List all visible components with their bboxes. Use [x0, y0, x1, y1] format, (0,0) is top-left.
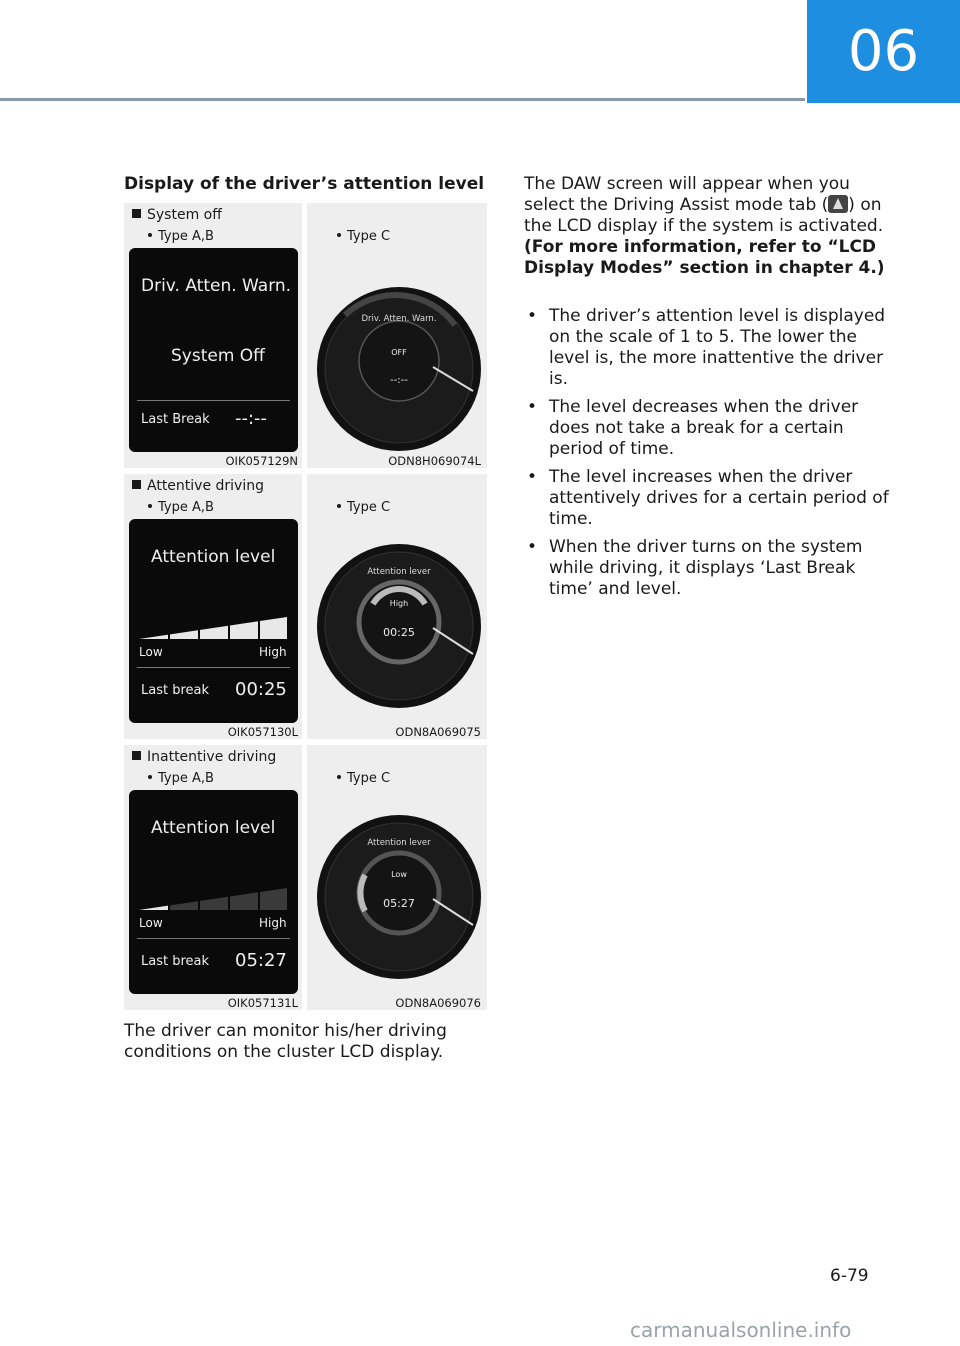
bullet-icon: [337, 504, 341, 508]
driving-assist-icon: [828, 195, 848, 213]
panel-system-off-ab: [124, 203, 302, 468]
lcd-footer-label: Last break: [141, 683, 210, 698]
panel-heading: Inattentive driving: [132, 749, 276, 765]
bullet-list: [524, 306, 896, 607]
panel-inattentive-c: [307, 745, 487, 1010]
lcd-screen: [129, 248, 298, 452]
lcd-footer-value: 00:25: [235, 679, 287, 700]
list-item: • The level decreases when the driver does not take a break for a certain period of time.: [524, 397, 896, 460]
figure-code: OIK057130L: [227, 725, 298, 739]
panel-heading: Attentive driving: [132, 478, 264, 494]
watermark: carmanualsonline.info: [630, 1318, 852, 1342]
bullet-icon: [337, 775, 341, 779]
type-label: Type A,B: [148, 771, 214, 786]
gauge-title: Driv. Atten. Warn.: [361, 314, 437, 324]
lcd-high-label: High: [259, 916, 287, 930]
gauge-value: 00:25: [383, 626, 415, 639]
gauge-value: 05:27: [383, 897, 415, 910]
gauge-dial: [315, 813, 483, 981]
type-label: Type C: [337, 771, 390, 786]
list-item: • When the driver turns on the system while driving, it displays ‘Last Break time’ and level.: [524, 537, 896, 600]
gauge-dial: [315, 285, 483, 453]
figure-code: OIK057131L: [227, 996, 298, 1010]
bullet-icon: [148, 233, 152, 237]
lcd-divider: [137, 400, 290, 401]
chapter-tab: [807, 0, 960, 103]
gauge-title: Attention lever: [367, 838, 431, 848]
lcd-divider: [137, 938, 290, 939]
figure-code: ODN8A069075: [395, 725, 481, 739]
type-label: Type C: [337, 500, 390, 515]
gauge-status: High: [389, 599, 409, 608]
left-caption: The driver can monitor his/her driving conditions on the cluster LCD display.: [124, 1021, 447, 1062]
gauge-value: --:--: [390, 375, 408, 386]
lcd-screen: [129, 519, 298, 723]
lcd-screen: [129, 790, 298, 994]
panel-system-off-c: [307, 203, 487, 468]
list-item: • The driver’s attention level is displayed on the scale of 1 to 5. The lower the level is, the more inattentive the driver is.: [524, 306, 896, 390]
bullet-icon: [148, 504, 152, 508]
type-label: Type C: [337, 229, 390, 244]
square-bullet-icon: [132, 480, 141, 489]
chapter-number: 06: [847, 19, 920, 84]
figure-code: ODN8H069074L: [388, 454, 481, 468]
bullet-icon: [148, 775, 152, 779]
lcd-status: System Off: [171, 346, 265, 366]
square-bullet-icon: [132, 209, 141, 218]
lcd-divider: [137, 667, 290, 668]
lcd-footer-value: 05:27: [235, 950, 287, 971]
panel-inattentive-ab: [124, 745, 302, 1010]
type-label: Type A,B: [148, 500, 214, 515]
gauge-status: Low: [391, 870, 407, 879]
type-label: Type A,B: [148, 229, 214, 244]
attention-level-bar: [137, 615, 289, 641]
lcd-title: Attention level: [151, 818, 276, 838]
page-number: 6-79: [830, 1266, 869, 1286]
panel-attentive-c: [307, 474, 487, 739]
lcd-low-label: Low: [139, 645, 163, 659]
lcd-footer-label: Last break: [141, 954, 210, 969]
lcd-title: Driv. Atten. Warn.: [141, 276, 292, 296]
gauge-status: OFF: [391, 348, 407, 357]
panel-attentive-ab: [124, 474, 302, 739]
header-rule: [0, 98, 805, 101]
section-title: Display of the driver’s attention level: [124, 174, 485, 194]
intro-paragraph: The DAW screen will appear when you select the Driving Assist mode tab ( ) on the LCD display if the system is activated. (For more information, refer to “LCD Display Modes” section in chapter 4.): [524, 174, 885, 278]
bullet-icon: [337, 233, 341, 237]
lcd-footer-label: Last Break: [141, 412, 210, 427]
panel-heading: System off: [132, 207, 222, 223]
gauge-dial: [315, 542, 483, 710]
figure-code: OIK057129N: [225, 454, 298, 468]
list-item: • The level increases when the driver attentively drives for a certain period of time.: [524, 467, 896, 530]
lcd-footer-value: --:--: [235, 408, 268, 429]
lcd-high-label: High: [259, 645, 287, 659]
lcd-low-label: Low: [139, 916, 163, 930]
square-bullet-icon: [132, 751, 141, 760]
attention-level-bar: [137, 886, 289, 912]
figure-code: ODN8A069076: [395, 996, 481, 1010]
gauge-title: Attention lever: [367, 567, 431, 577]
lcd-title: Attention level: [151, 547, 276, 567]
